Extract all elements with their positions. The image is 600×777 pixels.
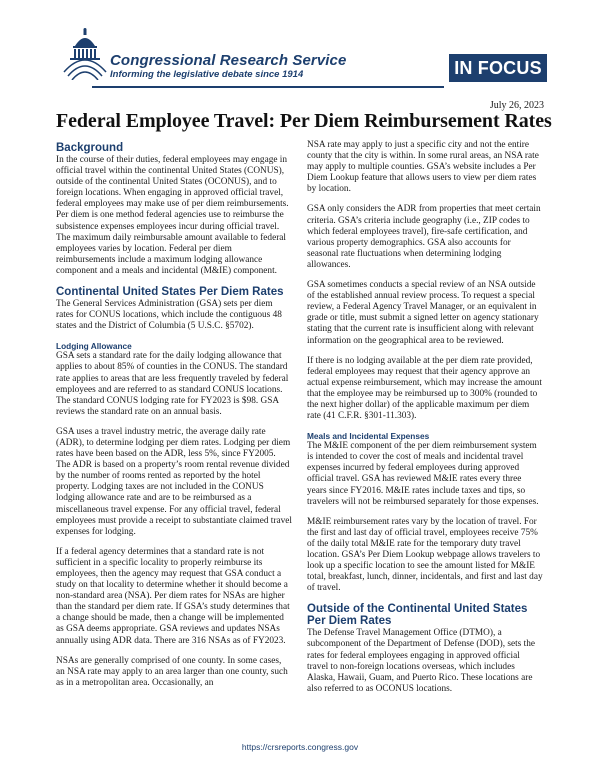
paragraph: In the course of their duties, federal employees may engage in official travel within the continental United States (CONUS), outside of the continental United States (OCONUS), and to foreign locations. When engaging in approved official travel, federal employees may make use of per diem reimbursements. Per diem is one method federal agencies use to reimburse the subsistence expenses employees incur during official travel. The maximum daily reimbursable amount available to federal employees varies by location. Federal per diem reimbursements include a maximum lodging allowance component and a meals and incidental (M&IE) component. [56, 155, 289, 276]
subheading-lodging: Lodging Allowance [56, 341, 132, 352]
publication-date: July 26, 2023 [489, 100, 544, 111]
paragraph: The M&IE component of the per diem reimbursement system is intended to cover the cost of meals and incidental travel expenses incurred by federal employees during approved official travel. GSA has reviewed M&IE rates every three years since FY2016. M&IE rates include taxes and tips, so travelers will not be reimbursed separately for those expenses. [307, 441, 539, 507]
paragraph: NSAs are generally comprised of one county. In some cases, an NSA rate may apply to an area larger than one county, such as in a metropolitan area. Occasionally, an [56, 655, 288, 688]
paragraph: The General Services Administration (GSA) sets per diem rates for CONUS locations, which include the contiguous 48 states and the District of Columbia (5 U.S.C. §5702). [56, 299, 282, 332]
in-focus-badge: IN FOCUS [449, 54, 547, 82]
paragraph: M&IE reimbursement rates vary by the location of travel. For the first and last day of official travel, employees receive 75% of the daily total M&IE rate for the temporary duty travel location. GSA’s Per Diem Lookup webpage allows travelers to look up a specific location to see the amount listed for M&IE total, breakfast, lunch, dinner, incidentals, and first and last day of travel. [307, 516, 543, 594]
paragraph: NSA rate may apply to just a specific city and not the entire county that the city is within. In some rural areas, an NSA rate may apply to multiple counties. GSA’s website includes a Per Diem Lookup feature that allows users to view per diem rates by location. [307, 140, 539, 195]
org-name: Congressional Research Service [110, 52, 347, 69]
section-heading-conus: Continental United States Per Diem Rates [56, 286, 284, 299]
footer-url-link[interactable]: https://crsreports.congress.gov [241, 742, 359, 752]
section-heading-oconus: Outside of the Continental United States Per Diem Rates [307, 603, 528, 628]
page-title: Federal Employee Travel: Per Diem Reimbursement Rates [56, 110, 552, 132]
paragraph: If a federal agency determines that a standard rate is not sufficient in a specific locality to properly reimburse its employees, then the agency may request that GSA conduct a study on that locality to determine whether it should become a non-standard area (NSA). Per diem rates for NSAs are higher than the standard per diem rate. If GSA’s study determines that a change should be made, then a change will be implemented as GSA deems appropriate. GSA reviews and updates NSAs annually using ADR data. There are 316 NSAs as of FY2023. [56, 546, 290, 646]
section-heading-background: Background [56, 142, 124, 154]
paragraph: GSA only considers the ADR from properties that meet certain criteria. GSA’s criteria include geography (i.e., ZIP codes to which federal employees travel), fire-safe certification, and various property demographics. GSA also accounts for seasonal rate fluctuations when determining lodging allowances. [307, 204, 541, 270]
masthead-rule [92, 86, 444, 88]
paragraph: The Defense Travel Management Office (DTMO), a subcomponent of the Department of Defense (DOD), sets the rates for federal employees engaging in approved official travel to non-foreign locations overseas, which includes Alaska, Hawaii, Guam, and Puerto Rico. These locations are also referred to as OCONUS locations. [307, 628, 535, 694]
paragraph: GSA uses a travel industry metric, the average daily rate (ADR), to determine lodging per diem rates. Lodging per diem rates have been based on the ADR, less 5%, since FY2005. The ADR is based on a property’s room rental revenue divided by the number of rooms rented as reported by the hotel property. Lodging taxes are not included in the CONUS lodging allowance rate and are to be reimbursed as a miscellaneous travel expense. For any official travel, federal employees must provide a receipt to substantiate claimed travel expenses for lodging. [56, 426, 292, 537]
right-column [307, 140, 543, 704]
org-tagline: Informing the legislative debate since 1914 [110, 69, 304, 80]
paragraph: If there is no lodging available at the per diem rate provided, federal employees may request that their agency approve an actual expense reimbursement, which may increase the amount that the employee may be reimbursed up to 300% (rounded to the next higher dollar) of the applicable maximum per diem rate (41 C.F.R. §301-11.303). [307, 355, 542, 422]
left-column [56, 140, 292, 698]
capitol-dome-icon [62, 28, 108, 80]
masthead [0, 28, 600, 86]
paragraph: GSA sometimes conducts a special review of an NSA outside of the established annual review process. To request a special review, a Federal Agency Travel Manager, or an equivalent in grade or title, must submit a signed letter on agency stationary stating that the current rate is insufficient along with relevant information on the geographical area to be reviewed. [307, 280, 539, 346]
paragraph: GSA sets a standard rate for the daily lodging allowance that applies to about 85% of counties in the CONUS. The standard rate applies to areas that are less frequently traveled by federal employees and are referred to as standard CONUS locations. The standard CONUS lodging rate for FY2023 is $98. GSA reviews the standard rate on an annual basis. [56, 351, 289, 417]
subheading-mie: Meals and Incidental Expenses [307, 431, 430, 442]
